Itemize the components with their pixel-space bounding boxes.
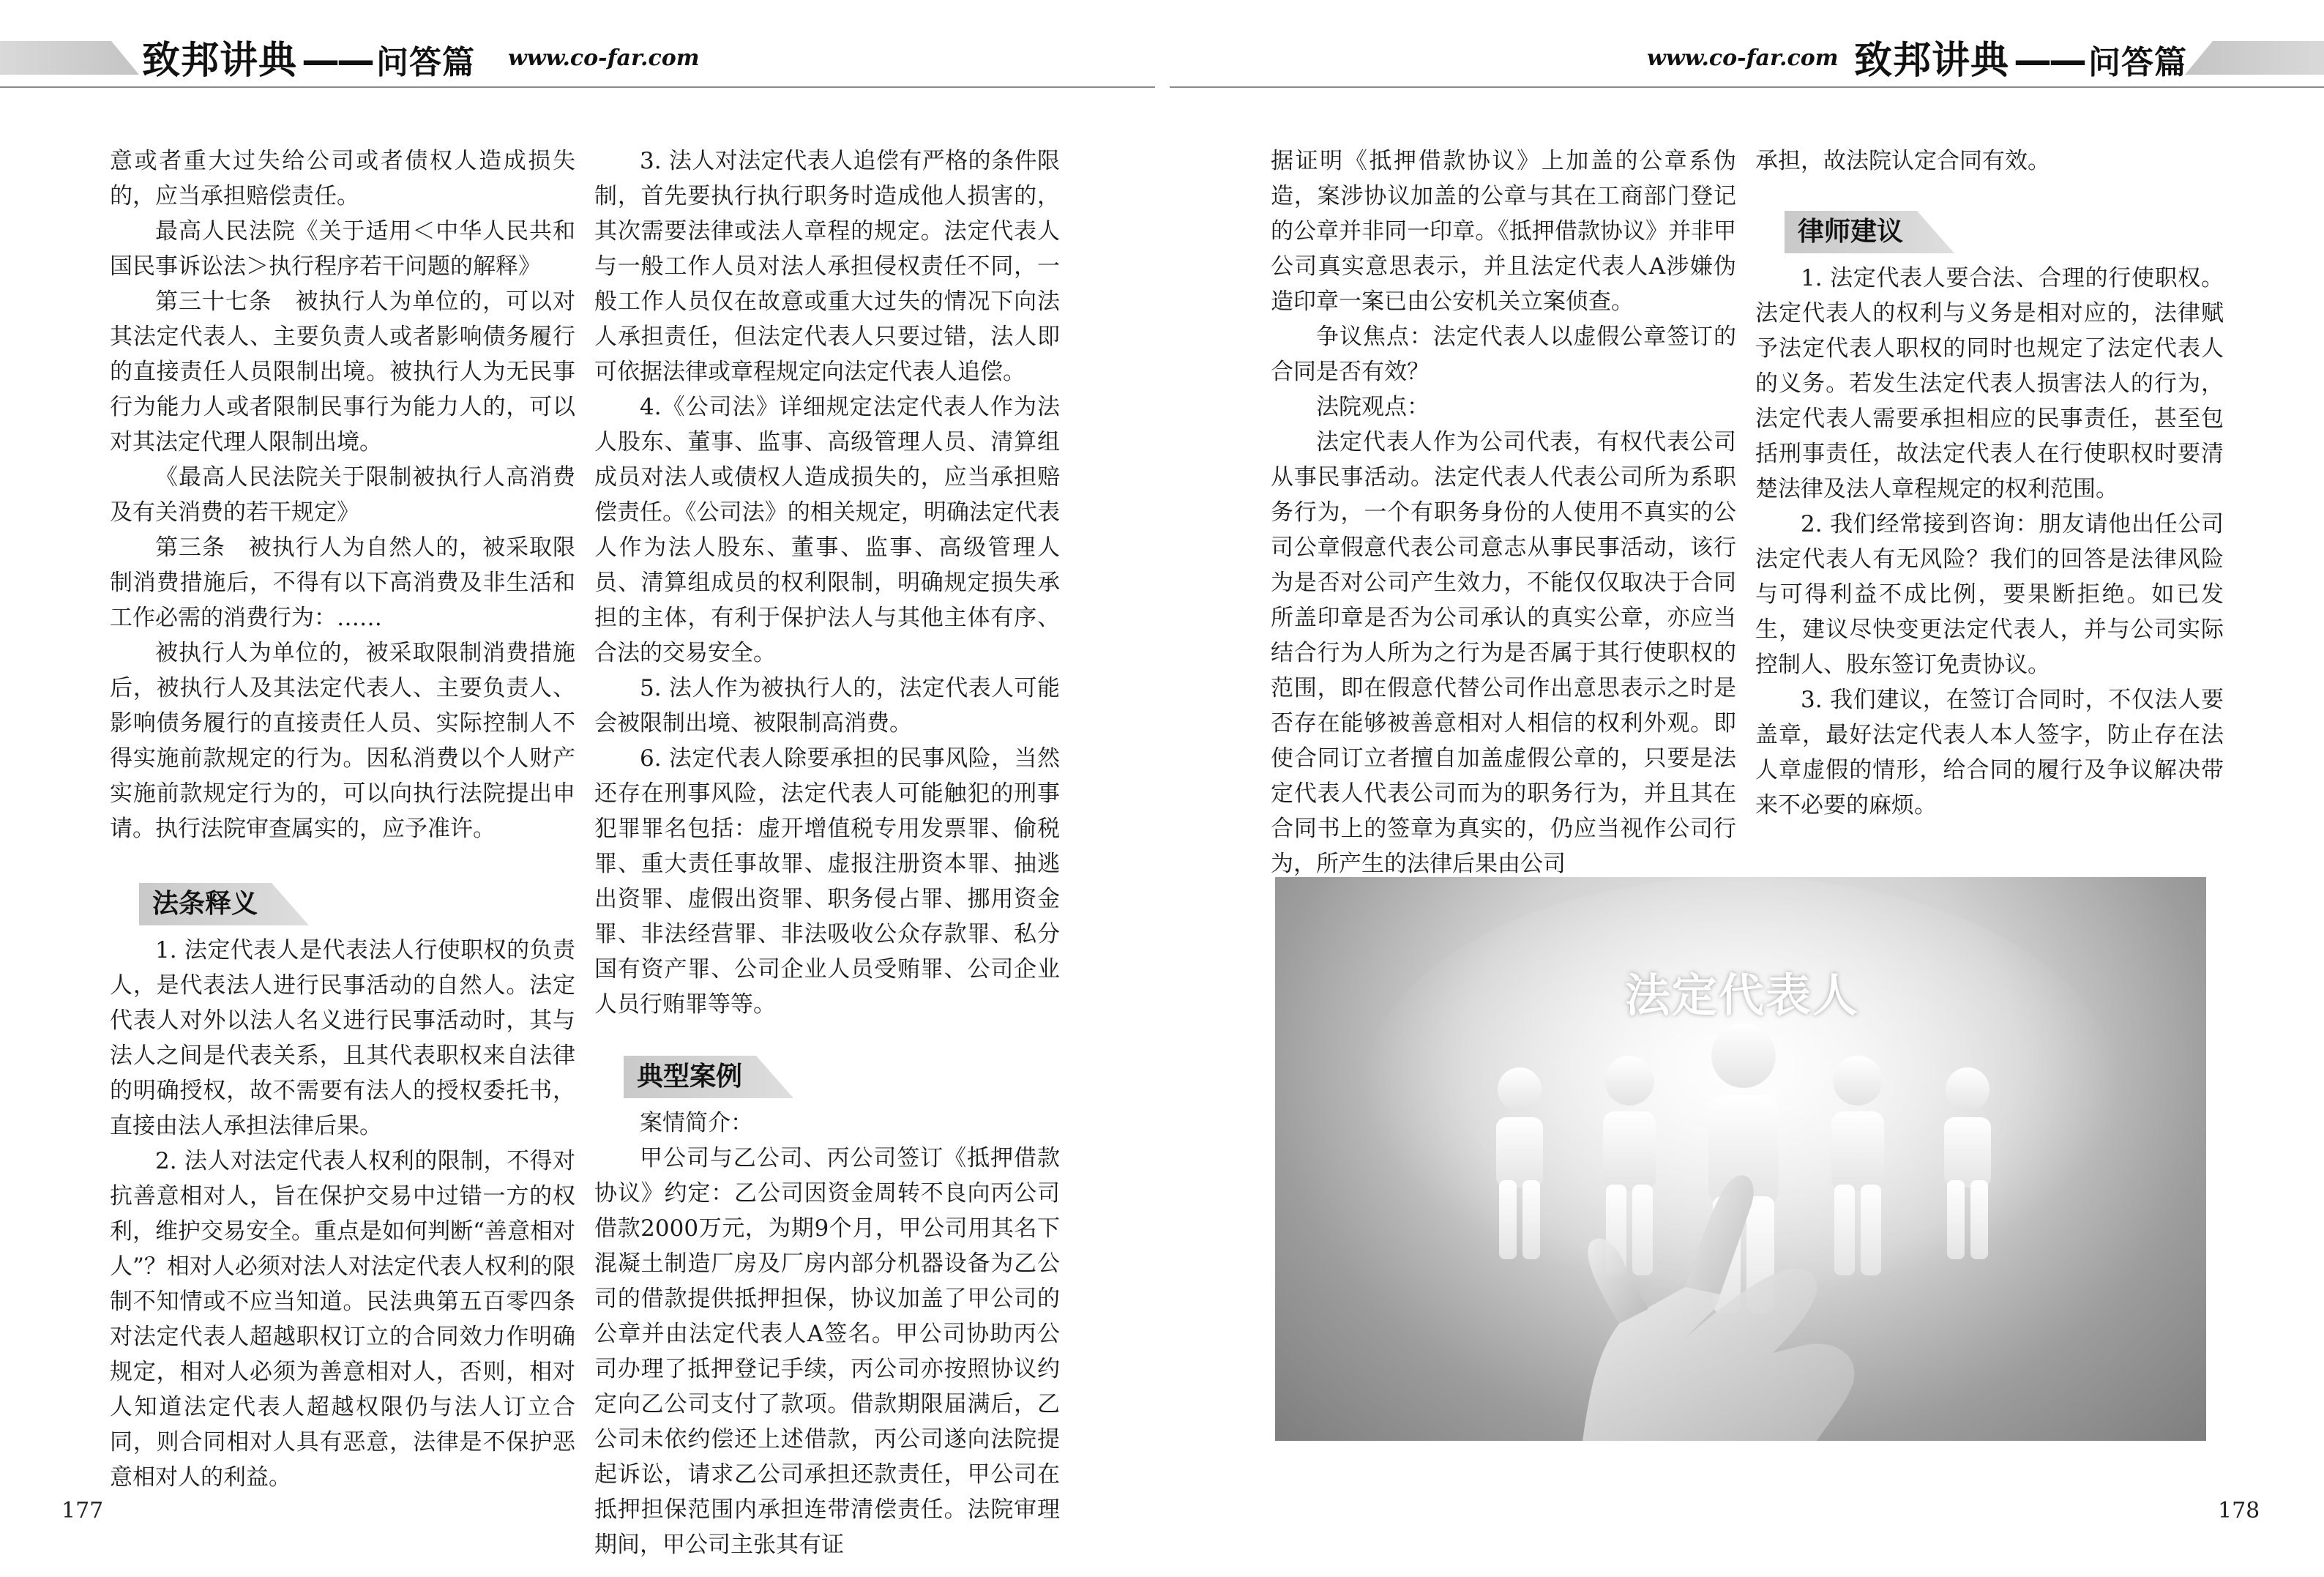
header-title-right bbox=[1854, 29, 2187, 84]
header-bar-left bbox=[0, 41, 139, 75]
header-rule-right bbox=[1170, 86, 2324, 88]
column-2 bbox=[594, 143, 1060, 1562]
legal-representative-photo bbox=[1275, 877, 2206, 1441]
header-title-subtitle: 问答篇 bbox=[376, 44, 476, 81]
paragraph: 1. 法定代表人是代表法人行使职权的负责人，是代表法人进行民事活动的自然人。法定代表人对外以法人名义进行民事活动时，其与法人之间是代表关系，且其代表职权来自法律的明确授权，故不需要有法人的授权委托书，直接由法人承担法律后果。 bbox=[110, 937, 575, 1139]
paragraph: 6. 法定代表人除要承担的民事风险，当然还存在刑事风险，法定代表人可能触犯的刑事犯罪罪名包括：虚开增值税专用发票罪、偷税罪、重大责任事故罪、虚报注册资本罪、抽逃出资罪、虚假出资罪、职务侵占罪、挪用资金罪、非法经营罪、非法吸收公众存款罪、私分国有资产罪、公司企业人员受贿罪、公司企业人员行贿罪等等。 bbox=[594, 745, 1060, 1018]
paragraph: 法院观点： bbox=[1316, 394, 1430, 420]
section-title: 律师建议 bbox=[1798, 217, 1904, 247]
header-title-left bbox=[142, 29, 475, 84]
paragraph: 2. 法人对法定代表人权利的限制，不得对抗善意相对人，旨在保护交易中过错一方的权利，维护交易安全。重点是如何判断“善意相对人”？相对人必须对法人对法定代表人权利的限制不知情或不应当知道。民法典第五百零四条对法定代表人超越职权订立的合同效力作明确规定，相对人必须为善意相对人，否则，相对人知道法定代表人超越权限仍与法人订立合同，则合同相对人具有恶意，法律是不保护恶意相对人的利益。 bbox=[110, 1148, 575, 1491]
paragraph: 甲公司与乙公司、丙公司签订《抵押借款协议》约定：乙公司因资金周转不良向丙公司借款2000万元，为期9个月，甲公司用其名下混凝土制造厂房及厂房内部分机器设备为乙公司的借款提供抵押担保，协议加盖了甲公司的公章并由法定代表人A签名。甲公司协助丙公司办理了抵押登记手续，丙公司亦按照协议约定向乙公司支付了款项。借款期限届满后，乙公司未依约偿还上述借款，丙公司遂向法院提起诉讼，请求乙公司承担还款责任，甲公司在抵押担保范围内承担连带清偿责任。法院审理期间，甲公司主张其有证 bbox=[594, 1145, 1060, 1558]
page-number-right: 178 bbox=[2218, 1498, 2260, 1524]
section-tab-interpretation bbox=[110, 883, 575, 925]
section-tab-lawyer-advice bbox=[1755, 211, 2224, 253]
paragraph: 被执行人为单位的，被采取限制消费措施后，被执行人及其法定代表人、主要负责人、影响债务履行的直接责任人员、实际控制人不得实施前款规定的行为。因私消费以个人财产实施前款规定行为的，可以向执行法院提出申请。执行法院审查属实的，应予准许。 bbox=[110, 640, 575, 842]
paragraph: 5. 法人作为被执行人的，法定代表人可能会被限制出境、被限制高消费。 bbox=[594, 675, 1060, 737]
column-4 bbox=[1755, 143, 2224, 823]
header-title-dash: —— bbox=[2014, 39, 2085, 83]
paragraph: 法定代表人作为公司代表，有权代表公司从事民事活动。法定代表人代表公司所为系职务行为，一个有职务身份的人使用不真实的公司公章假意代表公司意志从事民事活动，该行为是否对公司产生效力，不能仅仅取决于合同所盖印章是否为公司承认的真实公章，亦应当结合行为人所为之行为是否属于其行使职权的范围，即在假意代替公司作出意思表示之时是否存在能够被善意相对人相信的权利外观。即使合同订立者擅自加盖虚假公章的，只要是法定代表人代表公司而为的职务行为，并且其在合同书上的签章为真实的，仍应当视作公司行为，所产生的法律后果由公司 bbox=[1271, 429, 1736, 877]
header-title-subtitle: 问答篇 bbox=[2088, 44, 2188, 81]
paragraph: 3. 法人对法定代表人追偿有严格的条件限制，首先要执行执行职务时造成他人损害的，其次需要法律或法人章程的规定。法定代表人与一般工作人员对法人承担侵权责任不同，一般工作人员仅在故意或重大过失的情况下向法人承担责任，但法定代表人只要过错，法人即可依据法律或章程规定向法定代表人追偿。 bbox=[594, 148, 1060, 385]
photo-caption-title: 法定代表人 bbox=[1624, 969, 1859, 1022]
header-title-dash: —— bbox=[302, 39, 373, 83]
paragraph: 意或者重大过失给公司或者债权人造成损失的，应当承担赔偿责任。 bbox=[110, 148, 575, 209]
paragraph: 第三条 被执行人为自然人的，被采取限制消费措施后，不得有以下高消费及非生活和工作必需的消费行为：…… bbox=[110, 534, 575, 631]
paragraph: 3. 我们建议，在签订合同时，不仅法人要盖章，最好法定代表人本人签字，防止存在法人章虚假的情形，给合同的履行及争议解决带来不必要的麻烦。 bbox=[1755, 687, 2224, 819]
header-url-left[interactable]: www.co-far.com bbox=[508, 45, 700, 71]
paragraph: 第三十七条 被执行人为单位的，可以对其法定代表人、主要负责人或者影响债务履行的直接责任人员限制出境。被执行人为无民事行为能力人或者限制民事行为能力人的，可以对其法定代理人限制出境。 bbox=[110, 288, 575, 455]
page-number-left: 177 bbox=[61, 1498, 104, 1524]
paragraph: 争议焦点：法定代表人以虚假公章签订的合同是否有效？ bbox=[1271, 324, 1736, 385]
paragraph: 《最高人民法院关于限制被执行人高消费及有关消费的若干规定》 bbox=[110, 464, 575, 526]
paragraph: 4.《公司法》详细规定法定代表人作为法人股东、董事、监事、高级管理人员、清算组成员对法人或债权人造成损失的，应当承担赔偿责任。《公司法》的相关规定，明确法定代表人作为法人股东、董事、监事、高级管理人员、清算组成员的权利限制，明确规定损失承担的主体，有利于保护法人与其他主体有序、合法的交易安全。 bbox=[594, 394, 1060, 666]
paragraph: 据证明《抵押借款协议》上加盖的公章系伪造，案涉协议加盖的公章与其在工商部门登记的公章并非同一印章。《抵押借款协议》并非甲公司真实意思表示，并且法定代表人A涉嫌伪造印章一案已由公安机关立案侦查。 bbox=[1271, 148, 1736, 315]
paragraph: 2. 我们经常接到咨询：朋友请他出任公司法定代表人有无风险？我们的回答是法律风险与可得利益不成比例，要果断拒绝。如已发生，建议尽快变更法定代表人，并与公司实际控制人、股东签订免责协议。 bbox=[1755, 511, 2224, 678]
column-1 bbox=[110, 143, 575, 1495]
header-title-main: 致邦讲典 bbox=[142, 39, 298, 83]
header-url-right[interactable]: www.co-far.com bbox=[1647, 45, 1839, 71]
section-title: 法条释义 bbox=[152, 889, 258, 919]
column-3 bbox=[1271, 143, 1736, 881]
header-rule-left bbox=[0, 86, 1155, 88]
paragraph: 1. 法定代表人要合法、合理的行使职权。法定代表人的权利与义务是相对应的，法律赋予法定代表人职权的同时也规定了法定代表人的义务。若发生法定代表人损害法人的行为，法定代表人需要承担相应的民事责任，甚至包括刑事责任，故法定代表人在行使职权时要清楚法律及法人章程规定的权利范围。 bbox=[1755, 265, 2224, 502]
section-tab-typical-case bbox=[594, 1056, 1060, 1098]
header-bar-right bbox=[2185, 41, 2324, 75]
paragraph: 承担，故法院认定合同有效。 bbox=[1755, 148, 2050, 174]
paragraph: 最高人民法院《关于适用＜中华人民共和国民事诉讼法＞执行程序若干问题的解释》 bbox=[110, 218, 575, 280]
paragraph: 案情简介： bbox=[640, 1110, 753, 1136]
section-title: 典型案例 bbox=[637, 1062, 743, 1092]
header-title-main: 致邦讲典 bbox=[1854, 39, 2010, 83]
